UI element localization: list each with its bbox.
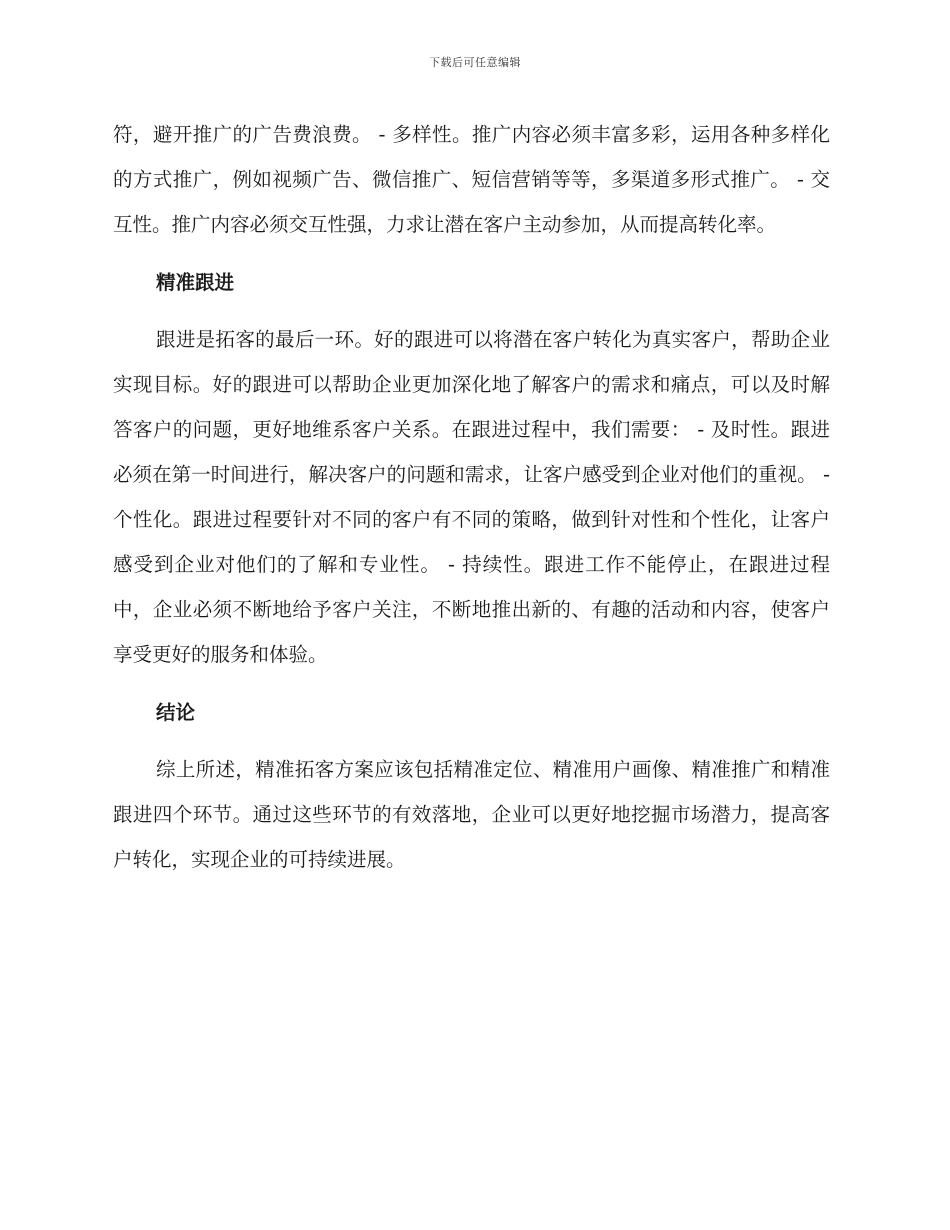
spacer: [113, 247, 830, 260]
conclusion-paragraph: 综上所述，精准拓客方案应该包括精准定位、精准用户画像、精准推广和精准跟进四个环节。通过这些环节的有效落地，企业可以更好地挖掘市场潜力，提高客户转化，实现企业的可持续进展。: [113, 758, 830, 871]
followup-heading: 精准跟进: [156, 271, 235, 294]
followup-paragraph: 跟进是拓客的最后一环。好的跟进可以将潜在客户转化为真实客户，帮助企业实现目标。好的跟进可以帮助企业更加深化地了解客户的需求和痛点，可以及时解答客户的问题，更好地维系客户关系。在跟进过程中，我们需要： - 及时性。跟进必须在第一时间进行，解决客户的问题和需求，让客户感受到企业对他们的重视。 - 个性化。跟进过程要针对不同的客户有不同的策略，做到针对性和个性化，让客户感受到企业对他们的了解和专业性。 - 持续性。跟进工作不能停止，在跟进过程中，企业必须不断地给予客户关注，不断地推出新的、有趣的活动和内容，使客户享受更好的服务和体验。: [113, 328, 830, 666]
spacer: [113, 305, 830, 317]
document-body: [113, 112, 830, 882]
intro-paragraph: 符，避开推广的广告费浪费。 - 多样性。推广内容必须丰富多彩，运用各种多样化的方式推广，例如视频广告、微信推广、短信营销等等，多渠道多形式推广。 - 交互性。推广内容必须交互性强，力求让潜在客户主动参加，从而提高转化率。: [113, 123, 830, 236]
spacer: [113, 677, 830, 690]
page-header: 下载后可任意编辑: [429, 56, 521, 69]
spacer: [113, 735, 830, 747]
conclusion-heading: 结论: [156, 701, 196, 724]
